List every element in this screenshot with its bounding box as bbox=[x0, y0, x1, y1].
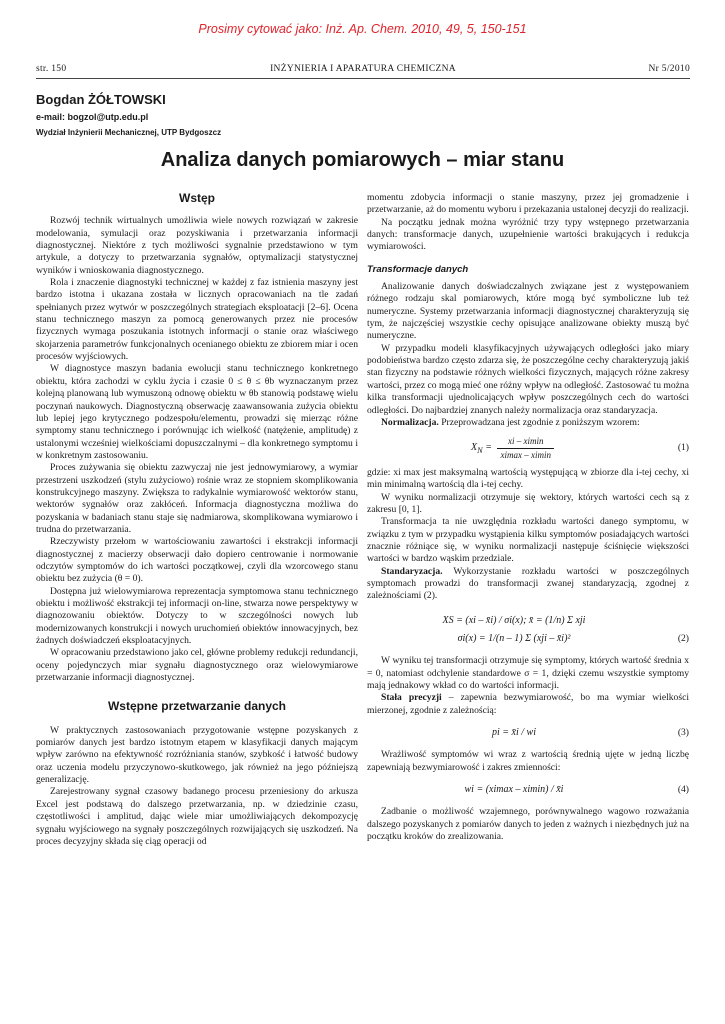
paragraph: W diagnostyce maszyn badania ewolucji stanu technicznego konkretnego obiektu, która zachodzi w cyklu życia i czasie 0 ≤ θ ≤ θb wyznaczanym przez kolejną planowaną lub wymuszoną odnowę obiektu w θb stanowią podstawę wielu poczynań naukowych. Diagnostyczną obserwację zaawansowania zużycia obiektu lub lepiej jego krytycznego podzespołu/elementu, prowadzi się mierząc różne symptomy stanu technicznego i porównując ich wielkość (natężenie, amplitudę) z ustalonymi wcześniej wielkościami dopuszczalnymi – dla konkretnego symptomu i w konkretnym zastosowaniu. bbox=[36, 363, 358, 461]
precision-text: – zapewnia bezwymiarowość, bo ma wymiar wielkości mierzonej, zgodnie z zależnością: bbox=[367, 692, 690, 716]
eq1-fraction bbox=[497, 435, 553, 461]
equation-1-body: $X_N$ = $\frac{xi - ximin}{ximax - ximin}$ bbox=[367, 435, 661, 461]
equation-2a-body: XS = (xi – x̄i) / σi(x); x̄ = (1/n) Σ xji bbox=[442, 614, 586, 626]
left-column bbox=[36, 192, 358, 848]
paragraph-precision bbox=[367, 692, 689, 717]
equation-3 bbox=[367, 727, 689, 739]
author-email: e-mail: bogzol@utp.edu.pl bbox=[36, 112, 149, 122]
equation-3-number: (3) bbox=[677, 727, 689, 739]
normalization-text: Przeprowadzana jest zgodnie z poniższym wzorem: bbox=[441, 416, 640, 428]
citation-note: Prosimy cytować jako: Inż. Ap. Chem. 2010, 49, 5, 150-151 bbox=[198, 22, 527, 36]
precision-label: Stała precyzji bbox=[381, 692, 442, 704]
journal-name: INŻYNIERIA I APARATURA CHEMICZNA bbox=[270, 64, 456, 74]
right-column bbox=[367, 192, 689, 843]
equation-2b bbox=[367, 633, 689, 645]
eq1-sub: N bbox=[477, 446, 483, 456]
equation-2b-body: σi(x) = 1/(n – 1) Σ (xji – x̄i)² bbox=[457, 633, 571, 644]
paragraph: W opracowaniu przedstawiono jako cel, główne problemy redukcji redundancji, oceny pojedynczych miar sygnału diagnostycznego oraz wielowymiarowe przetwarzanie informacji diagnostycznej. bbox=[36, 647, 358, 684]
paragraph: Rzeczywisty przełom w wartościowaniu zawartości i ekstrakcji informacji diagnostycznej z macierzy obserwacji dało dopiero centrowanie i normowanie odczytów symptomów do ich wartości początkowej, czyli dla wzorcowego stanu obiektu bez zużycia (θ = 0). bbox=[36, 536, 358, 585]
paragraph: W praktycznych zastosowaniach przygotowanie wstępne pozyskanych z pomiarów danych jest bardzo istotnym etapem w klasyfikacji danych mającym wpływ zarówno na efektywność rozróżniania stanów, szybkość i łatwość budowy oraz uczenia modelu przyczynowo-skutkowego, jak również na jego późniejszą generalizację. bbox=[36, 724, 358, 786]
eq1-numerator: xi – ximin bbox=[497, 435, 553, 448]
normalization-label: Normalizacja. bbox=[381, 416, 439, 428]
equation-2-number: (2) bbox=[677, 633, 689, 644]
paragraph: W wyniku normalizacji otrzymuje się wektory, których wartości cech są z zakresu [0, 1]. bbox=[367, 491, 689, 515]
paragraph: momentu zdobycia informacji o stanie maszyny, przez jej gromadzenie i przetwarzanie, aż do momentu wyboru i przekazania ustalonej decyzji do realizacji. bbox=[367, 192, 689, 216]
page-number: str. 150 bbox=[36, 64, 67, 74]
section-heading-intro: Wstęp bbox=[179, 191, 215, 205]
subheading-transformations: Transformacje danych bbox=[367, 263, 469, 275]
equation-1 bbox=[367, 435, 689, 461]
paragraph: Transformacja ta nie uwzględnia rozkładu wartości danego symptomu, w związku z tym w przypadku wystąpienia kilku symptomów posiadających wartości znacznie różniące się, w wyniku normalizacji następuje ściśnięcie większości wartości w bardzo wąskim przedziale. bbox=[367, 516, 689, 565]
paragraph: Zadbanie o możliwość wzajemnego, porównywalnego wagowo rozważania dalszego pozyskanych z pomiarów danych to jeden z ważnych i niezbędnych już na początku kroków do zrealizowania. bbox=[367, 806, 689, 843]
equation-3-body: pi = x̄i / wi bbox=[492, 727, 536, 739]
author-affiliation: Wydział Inżynierii Mechanicznej, UTP Bydgoszcz bbox=[36, 128, 222, 137]
paragraph: Dostępna już wielowymiarowa reprezentacja symptomowa stanu technicznego obiektu i możliwość ekstrakcji tej informacji on-line, stwarza nowe perspektywy w diagnozowaniu obiektów. Dotyczy to w szczególności nowych lub modernizowanych konstrukcji i nowych uruchomień obiektów innowacyjnych, bez żadnych doświadczeń eksploatacyjnych. bbox=[36, 585, 358, 647]
issue-number: Nr 5/2010 bbox=[648, 64, 690, 74]
paragraph: gdzie: xi max jest maksymalną wartością występującą w zbiorze dla i-tej cechy, xi min minimalną wartością dla i-tej cechy. bbox=[367, 466, 689, 491]
standardization-text: Wykorzystanie rozkładu wartości w poszczególnych symptomach prowadzi do transformacji zwanej standaryzacją, zgodnej z zależnościami (2). bbox=[367, 565, 689, 602]
equation-1-number: (1) bbox=[677, 441, 689, 453]
section-heading-preprocessing: Wstępne przetwarzanie danych bbox=[107, 699, 287, 714]
paragraph: Rola i znaczenie diagnostyki technicznej w każdej z faz istnienia maszyny jest bardzo istotna i ukazana została w licznych opracowaniach na tle zadań spełnianych przez wytwór w poszczególnych strategiach eksploatacji [2–6]. Ocena stanu technicznego maszyn za pomocą generowanych przez nie procesów fizycznych wymaga poszukania istotnych informacji o stanie oraz właściwego skojarzenia parametrów funkcjonalnych ocenianego obiektu ze zbiorem miar i ocen procesów wyjściowych. bbox=[36, 277, 358, 363]
author-name: Bogdan ŻÓŁTOWSKI bbox=[36, 92, 166, 107]
paragraph: W przypadku modeli klasyfikacyjnych używających odległości jako miary podobieństwa bardzo często zdarza się, że poszczególne cechy charakteryzują jakiś stan fizyczny na podstawie różnych wielkości fizycznych, mających różne zakresy wartości, przez co mogą mieć one różny wpływ na odległość. Zastosować tu można kilka transformacji ujednolicających wpływ poszczególnych cech do wartości odległości. Do najbardziej znanych należy normalizacja oraz standaryzacja. bbox=[367, 342, 689, 416]
paragraph-normalization bbox=[367, 417, 689, 429]
paragraph: Rozwój technik wirtualnych umożliwia wiele nowych rozwiązań w zakresie modelowania, symulacji oraz pozyskiwania i przetwarzania informacji diagnostycznej. Niektóre z tych możliwości sygnalnie przedstawiono w tym artykule, a dotyczy to przetwarzania sygnałów, optymalizacji statystycznej wyników i wnioskowania diagnostycznego. bbox=[36, 215, 358, 276]
header-rule bbox=[36, 78, 690, 79]
equation-4 bbox=[367, 784, 689, 796]
paragraph: Zarejestrowany sygnał czasowy badanego procesu przeniesiony do arkusza Excel jest podstawą do dalszego przetwarzania, np. w dziedzinie czasu, częstotliwości i amplitud, dając wiele miar umożliwiających dekompozycję sygnału wyjściowego na sygnały poszczególnych rozwijających się uszkodzeń. Na proces decyzyjny składa się ciąg operacji od bbox=[36, 786, 358, 847]
equation-4-number: (4) bbox=[677, 784, 689, 796]
paragraph: Analizowanie danych doświadczalnych związane jest z występowaniem różnego rodzaju skal pomiarowych, które mogą być symboliczne lub też numeryczne. Systemy przetwarzania informacji diagnostycznej charakteryzują się tym, że najczęściej wszystkie cechy opisujące analizowane obiekty muszą być numeryczne. bbox=[367, 281, 689, 342]
paragraph: Wrażliwość symptomów wi wraz z wartością średnią ujęte w jedną liczbę zapewniają bezwymiarowość i zakres zmienności: bbox=[367, 749, 689, 773]
equation-4-body: wi = (ximax – ximin) / x̄i bbox=[464, 784, 564, 796]
eq1-denominator: ximax – ximin bbox=[500, 449, 551, 460]
paper-title: Analiza danych pomiarowych – miar stanu bbox=[160, 149, 565, 171]
standardization-label: Standaryzacja. bbox=[381, 565, 443, 577]
paragraph-standardization bbox=[367, 566, 689, 603]
paragraph: Na początku jednak można wyróżnić trzy typy wstępnego przetwarzania danych: transformacje danych, uzupełnienie wartości brakujących i redukcja wymiarowości. bbox=[367, 216, 689, 253]
equation-2a bbox=[367, 615, 689, 627]
paragraph: W wyniku tej transformacji otrzymuje się symptomy, których wartość średnia x = 0, natomiast odchylenie standardowe σ = 1, dzięki czemu wszystkie symptomy mają jednakowy wkład co do wartości informacji. bbox=[367, 655, 689, 692]
paragraph: Proces zużywania się obiektu zazwyczaj nie jest jednowymiarowy, a wymiar przestrzeni uszkodzeń (stylu zużyciowo) rośnie wraz ze stopniem skomplikowania konstrukcyjnego maszyny. Zwiększa to radykalnie wymiarowość wektorów stanu, wektorów sygnałów oraz zakłóceń. Informacja diagnostyczna możliwa do pozyskania w badaniach stanu staje się nadmiarowa, skomplikowana wymiarowo i trudna do przetwarzania. bbox=[36, 462, 358, 535]
eq1-lhs: X bbox=[471, 442, 478, 454]
